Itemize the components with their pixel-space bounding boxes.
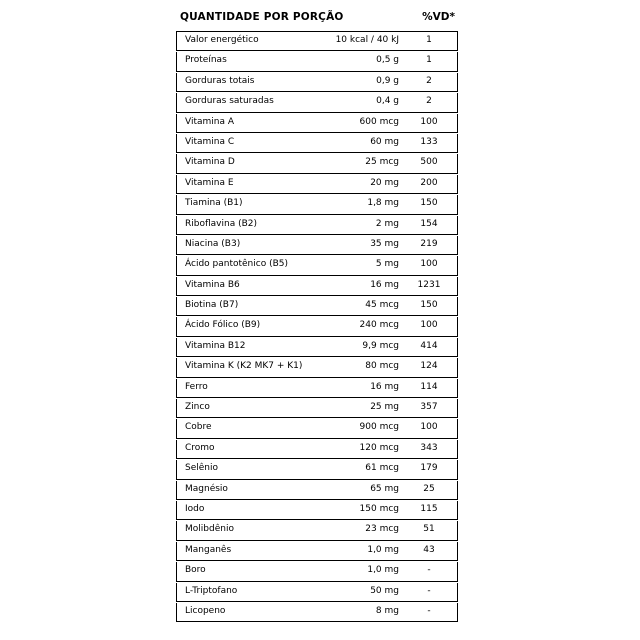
table-row [176, 236, 458, 255]
nutrient-vd: 100 [420, 259, 438, 270]
nutrient-vd: 150 [420, 300, 438, 311]
table-row [176, 114, 458, 133]
table-row [176, 542, 458, 561]
table-row [176, 216, 458, 235]
nutrient-vd: 100 [420, 422, 438, 433]
nutrient-vd: 100 [420, 116, 438, 127]
nutrient-vd: - [427, 565, 431, 576]
nutrient-amount: 1,0 mg [367, 544, 399, 555]
nutrient-vd: 51 [423, 524, 435, 535]
nutrient-vd: 200 [420, 177, 438, 188]
nutrient-vd: 115 [420, 503, 438, 514]
nutrient-name: L-Triptofano [185, 585, 238, 596]
nutrient-amount: 1,8 mg [367, 198, 399, 209]
table-row [176, 297, 458, 316]
nutrient-amount: 16 mg [370, 279, 399, 290]
header-quantity-label: QUANTIDADE POR PORÇÃO [180, 11, 344, 23]
table-row [176, 603, 458, 622]
table-row [176, 256, 458, 275]
nutrient-vd: 1 [426, 35, 432, 45]
table-row [176, 358, 458, 377]
table-row [176, 93, 458, 112]
table-row [176, 317, 458, 336]
nutrient-name: Manganês [185, 544, 232, 555]
nutrient-name: Ácido pantotênico (B5) [185, 259, 289, 270]
nutrient-name: Ferro [185, 381, 208, 392]
nutrition-table [176, 31, 458, 623]
table-row [176, 399, 458, 418]
nutrient-amount: 35 mg [370, 238, 399, 249]
nutrient-vd: 43 [423, 544, 435, 555]
table-row [176, 134, 458, 153]
nutrient-name: Ácido Fólico (B9) [185, 320, 261, 331]
nutrient-amount: 61 mcg [365, 463, 399, 474]
nutrient-amount: 150 mcg [359, 503, 399, 514]
table-header [176, 9, 465, 31]
nutrient-name: Proteínas [185, 55, 227, 66]
nutrient-name: Molibdênio [185, 524, 234, 535]
nutrient-amount: 9,9 mcg [362, 340, 399, 351]
nutrient-vd: 1231 [417, 279, 441, 290]
nutrient-name: Cobre [185, 422, 212, 433]
nutrient-vd: 179 [420, 463, 438, 474]
nutrient-name: Gorduras totais [185, 75, 255, 86]
nutrient-amount: 20 mg [370, 177, 399, 188]
table-row [176, 52, 458, 71]
nutrient-amount: 16 mg [370, 381, 399, 392]
nutrient-name: Boro [185, 565, 206, 576]
nutrient-amount: 50 mg [370, 585, 399, 596]
nutrient-name: Vitamina B6 [185, 279, 240, 290]
nutrient-name: Vitamina B12 [185, 340, 246, 351]
nutrient-vd: 2 [426, 96, 432, 107]
nutrient-name: Vitamina D [185, 157, 235, 168]
nutrient-vd: 100 [420, 320, 438, 331]
nutrient-name: Riboflavina (B2) [185, 218, 257, 229]
nutrient-amount: 45 mcg [365, 300, 399, 311]
nutrient-amount: 10 kcal / 40 kJ [335, 35, 399, 45]
nutrient-name: Magnésio [185, 483, 228, 494]
nutrient-vd: 154 [420, 218, 438, 229]
nutrient-vd: 357 [420, 402, 438, 413]
nutrient-vd: - [427, 605, 431, 616]
nutrient-name: Zinco [185, 402, 210, 413]
nutrient-amount: 65 mg [370, 483, 399, 494]
table-row [176, 460, 458, 479]
nutrient-vd: 133 [420, 136, 438, 147]
nutrient-name: Selênio [185, 463, 218, 474]
table-row [176, 154, 458, 173]
nutrient-name: Licopeno [185, 605, 226, 616]
table-row [176, 195, 458, 214]
nutrient-name: Iodo [185, 503, 205, 514]
nutrient-vd: 114 [420, 381, 438, 392]
nutrient-amount: 1,0 mg [367, 565, 399, 576]
nutrient-amount: 60 mg [370, 136, 399, 147]
nutrient-vd: 343 [420, 442, 438, 453]
nutrient-name: Vitamina K (K2 MK7 + K1) [185, 361, 303, 372]
table-row [176, 277, 458, 296]
table-row [176, 562, 458, 581]
nutrient-amount: 8 mg [375, 605, 399, 616]
nutrient-name: Niacina (B3) [185, 238, 241, 249]
nutrient-vd: 25 [423, 483, 435, 494]
nutrient-amount: 600 mcg [359, 116, 399, 127]
nutrient-vd: - [427, 585, 431, 596]
nutrient-name: Cromo [185, 442, 215, 453]
table-row [176, 175, 458, 194]
table-row [176, 501, 458, 520]
nutrient-amount: 80 mcg [365, 361, 399, 372]
nutrient-amount: 0,4 g [376, 96, 399, 107]
nutrient-name: Valor energético [185, 35, 259, 45]
nutrient-vd: 2 [426, 75, 432, 86]
table-row [176, 73, 458, 92]
table-row [176, 32, 458, 51]
table-row [176, 338, 458, 357]
nutrient-amount: 2 mg [375, 218, 399, 229]
nutrient-vd: 150 [420, 198, 438, 209]
table-row [176, 379, 458, 398]
nutrient-amount: 25 mcg [365, 157, 399, 168]
nutrient-amount: 0,9 g [376, 75, 399, 86]
nutrient-name: Gorduras saturadas [185, 96, 274, 107]
nutrient-vd: 1 [426, 55, 432, 66]
table-row [176, 419, 458, 438]
nutrient-name: Vitamina A [185, 116, 235, 127]
nutrient-name: Biotina (B7) [185, 300, 239, 311]
table-row [176, 440, 458, 459]
nutrient-amount: 120 mcg [359, 442, 399, 453]
table-row [176, 521, 458, 540]
nutrient-vd: 500 [420, 157, 438, 168]
nutrient-name: Tiamina (B1) [185, 198, 243, 209]
table-row [176, 583, 458, 602]
nutrient-amount: 23 mcg [365, 524, 399, 535]
nutrient-name: Vitamina C [185, 136, 235, 147]
nutrient-name: Vitamina E [185, 177, 234, 188]
nutrient-vd: 219 [420, 238, 438, 249]
table-row [176, 481, 458, 500]
nutrient-vd: 414 [420, 340, 438, 351]
nutrient-amount: 900 mcg [359, 422, 399, 433]
nutrient-amount: 5 mg [375, 259, 399, 270]
header-vd-label: %VD* [422, 11, 455, 23]
nutrient-amount: 25 mg [370, 402, 399, 413]
nutrient-amount: 0,5 g [376, 55, 399, 66]
nutrient-amount: 240 mcg [359, 320, 399, 331]
nutrient-vd: 124 [420, 361, 438, 372]
